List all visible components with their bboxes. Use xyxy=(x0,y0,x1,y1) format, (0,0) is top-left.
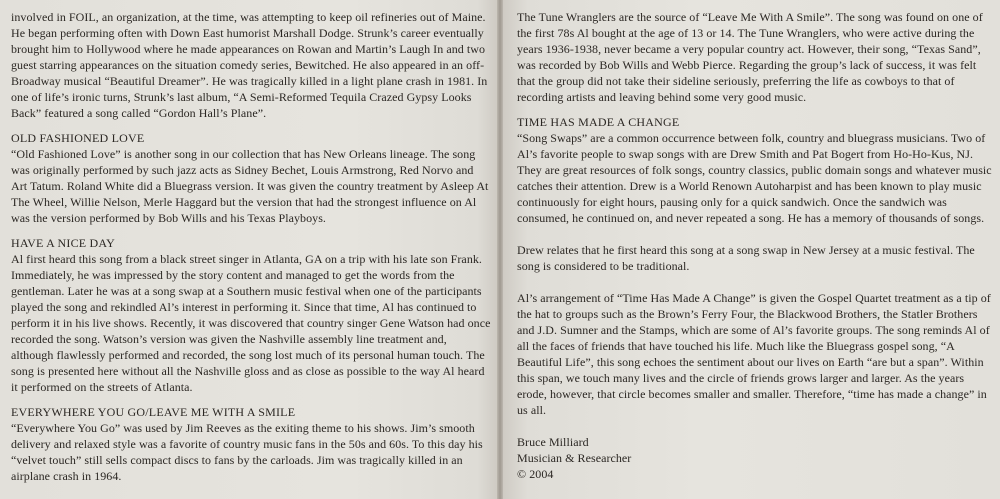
section-paragraph-song-swaps: “Song Swaps” are a common occurrence between folk, country and bluegrass musicians. Two of Al’s favorite people to swap songs with are Drew Smith and Pat Bogert from Ho-Ho-Kus, NJ. They are great resources of folk songs, country classics, public domain songs and whatever music catches their attention. Drew is a World Renown Autoharpist and has been known to play music continuously for eight hours, pausing only for a quick sandwich. Once the sandwich was consumed, he continued on, and never repeated a song. He has a memory of thousands of songs. xyxy=(517,131,992,225)
signature-role: Musician & Researcher xyxy=(517,451,632,465)
copyright-notice: © 2004 xyxy=(517,467,554,481)
section-paragraph-drew-relates: Drew relates that he first heard this song at a song swap in New Jersey at a music festival. The song is considered to be traditional. xyxy=(517,243,975,273)
section-heading-time-has-made-a-change: TIME HAS MADE A CHANGE xyxy=(517,115,680,129)
left-page xyxy=(0,0,497,499)
section-body-everywhere-you-go: “Everywhere You Go” was used by Jim Reeves as the exiting theme to his shows. Jim’s smooth delivery and relaxed style was a favorite of country music fans in the 50s and 60s. To this day his “velvet touch” still sells compact discs to fans by the carloads. Jim was tragically killed in an airplane crash in 1964. xyxy=(11,421,483,483)
right-page xyxy=(503,0,1000,499)
section-paragraph-arrangement: Al’s arrangement of “Time Has Made A Change” is given the Gospel Quartet treatment as a tip of the hat to groups such as the Brown’s Ferry Four, the Blackwood Brothers, the Statler Brothers and J.D. Sumner and the Stamps, which are some of Al’s favorite groups. The song reminds Al of all the faces of friends that have touched his life. Much like the Bluegrass gospel song, “A Beautiful Life”, this song echoes the sentiment about our lives on Earth “are but a span”. Within this span, we touch many lives and the circle of friends grows larger and larger. As the years erode, however, that circle becomes smaller and smaller. Therefore, “time has made a change” in us all. xyxy=(517,291,991,417)
section-body-have-a-nice-day: Al first heard this song from a black street singer in Atlanta, GA on a trip with his late son Frank. Immediately, he was impressed by the story content and managed to get the words from the gentleman. Later he was at a song swap at a Southern music festival when one of the participants played the song and rekindled Al’s interest in performing it. Since that time, Al has continued to perform it in his live shows. Recently, it was discovered that country singer Gene Watson had once recorded the song. Watson’s version was given the Nashville assembly line treatment and, although flawlessly performed and recorded, the song lost much of its personal human touch. The song is presented here without all the Nashville gloss and as close as possible to the way Al heard it performed on the streets of Atlanta. xyxy=(11,252,491,394)
signature-name: Bruce Milliard xyxy=(517,435,589,449)
section-heading-everywhere-you-go: EVERYWHERE YOU GO/LEAVE ME WITH A SMILE xyxy=(11,405,296,419)
right-intro-paragraph: The Tune Wranglers are the source of “Leave Me With A Smile”. The song was found on one of the first 78s Al bought at the age of 13 or 14. The Tune Wranglers, who were active during the years 1936-1938, never became a very popular country act. However, their song, “Texas Sand”, was recorded by Bob Wills and Webb Pierce. Regarding the group’s lack of success, it was felt that the group did not take their sideline seriously, preferring the life as cowboys to that of recording artists and leaving behind some very good music. xyxy=(517,10,983,104)
section-body-old-fashioned-love: “Old Fashioned Love” is another song in our collection that has New Orleans lineage. The song was originally performed by such jazz acts as Sidney Bechet, Louis Armstrong, Red Norvo and Art Tatum. Roland White did a Bluegrass version. It was given the country treatment by Asleep At The Wheel, Willie Nelson, Merle Haggard but the version that had the strongest influence on Al was the version performed by Bob Wills and his Texas Playboys. xyxy=(11,147,489,225)
section-heading-old-fashioned-love: OLD FASHIONED LOVE xyxy=(11,131,145,145)
section-heading-have-a-nice-day: HAVE A NICE DAY xyxy=(11,236,116,250)
left-intro-paragraph: involved in FOIL, an organization, at the time, was attempting to keep oil refineries out of Maine. He began performing often with Down East humorist Marshall Dodge. Strunk’s career eventually brought him to Hollywood where he made appearances on Rowan and Martin’s Laugh In and two guest starring appearances on the situation comedy series, Bewitched. He also appeared in an off-Broadway musical “Beautiful Dreamer”. He was tragically killed in a light plane crash in 1981. In one of life’s ironic turns, Strunk’s last album, “A Semi-Reformed Tequila Crazed Gypsy Looks Back” featured a song called “Gordon Hall’s Plane”. xyxy=(11,10,488,120)
